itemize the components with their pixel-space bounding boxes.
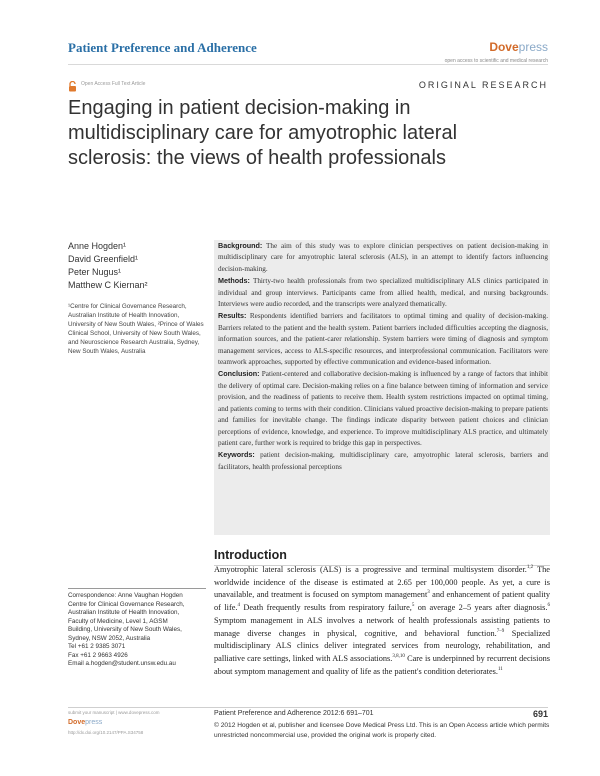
- open-access-row: [68, 78, 145, 90]
- correspondence-line: Australian Institute of Health Innovation,: [68, 609, 180, 616]
- open-lock-icon: [68, 79, 77, 90]
- introduction-heading: Introduction: [214, 548, 287, 562]
- author: Peter Nugus¹: [68, 267, 122, 277]
- correspondence-divider: [68, 588, 206, 589]
- author: David Greenfield¹: [68, 254, 139, 264]
- publisher-logo: [489, 40, 548, 54]
- open-access-label: Open Access Full Text Article: [81, 81, 146, 87]
- footer-publisher-prefix: Dove: [68, 719, 86, 726]
- citation-ref: 7–9: [496, 628, 505, 634]
- abstract-heading: Conclusion:: [218, 369, 260, 379]
- intro-sentence: and enhancement of patient quality of life.: [214, 590, 550, 613]
- correspondence-line: Building, University of New South Wales,: [68, 626, 182, 633]
- intro-sentence: on average 2–5 years after diagnosis.: [414, 603, 548, 613]
- abstract-keywords-paragraph: [218, 449, 548, 473]
- section-label: ORIGINAL RESEARCH: [418, 80, 548, 90]
- abstract-heading: Results:: [218, 311, 247, 321]
- footer-publisher-logo: [68, 719, 102, 726]
- header-divider: [68, 64, 548, 65]
- intro-sentence: Symptom management in ALS involves a network of health professionals assisting patients to manage diverse changes in physical, cognitive, and behavioral function.: [214, 615, 550, 638]
- correspondence-block: [68, 592, 208, 669]
- correspondence-line: Correspondence: Anne Vaughan Hogden: [68, 592, 183, 599]
- intro-sentence: Amyotrophic lateral sclerosis (ALS) is a progressive and terminal multisystem disorder.: [214, 565, 527, 574]
- citation-ref: 3,8,10: [392, 654, 405, 660]
- doi-link[interactable]: http://dx.doi.org/10.2147/PPA.S34758: [68, 730, 144, 735]
- correspondence-line: Centre for Clinical Governance Research,: [68, 600, 185, 608]
- abstract-heading: Background:: [218, 241, 263, 250]
- abstract-text: Patient-centered and collaborative decision-making is influenced by a range of factors that inhibit the delivery of optimal care. Decision-making relies on a fine balance between timing of information and service provision, and the readiness of patients to receive them. Health system restrictions impacted on optimal timing, and patients coming to terms with their condition. Clinicians valued proactive decision-making to prepare patients and families for inevitable change. The findings indicate disparity between patient choices and clinician perceptions of evidence, knowledge, and experience. To improve multidisciplinary ALS practice, and ultimately patient care, further work is required to bridge this gap in perspectives.: [218, 370, 548, 447]
- page-number: 691: [532, 709, 548, 719]
- correspondence-line: Fax +61 2 9663 4926: [68, 651, 128, 659]
- citation-ref: 3: [427, 590, 430, 596]
- citation-ref: 11: [497, 666, 503, 672]
- correspondence-email[interactable]: Email a.hogden@student.unsw.edu.au: [68, 660, 176, 667]
- submit-manuscript-link[interactable]: submit your manuscript | www.dovepress.com: [68, 710, 160, 715]
- author: Matthew C Kiernan²: [68, 280, 148, 290]
- abstract-text: The aim of this study was to explore clinician perspectives on patient decision-making in multidisciplinary care for amyotrophic lateral sclerosis (ALS), in an attempt to identify factors influencing decision-making.: [218, 242, 549, 273]
- publisher-prefix: Dove: [489, 40, 519, 54]
- affiliations: ¹Centre for Clinical Governance Research, Australian Institute of Health Innovation, University of New South Wales, ²Prince of Wales Clinical School, University of New South Wales, and Neuroscience Research Australia, Sydney, New South Wales, Australia: [68, 303, 204, 355]
- article-title: Engaging in patient decision-making in multidisciplinary care for amyotrophic lateral sclerosis: the views of health professionals: [68, 97, 458, 169]
- intro-sentence: The worldwide incidence of the disease is estimated at 2.65 per 100,000 people. As yet, a cure is unavailable, and treatment is focused on symptom management: [214, 565, 550, 600]
- citation-line: Patient Preference and Adherence 2012:6 691–701: [214, 710, 374, 717]
- abstract-heading: Keywords:: [218, 450, 255, 460]
- intro-sentence: Specialized multidisciplinary ALS clinics deliver integrated services from neurology, rehabilitation, and palliative care settings, linked with ALS associations.: [214, 628, 550, 663]
- author: Anne Hogden¹: [68, 241, 127, 251]
- journal-name: Patient Preference and Adherence: [68, 40, 257, 55]
- abstract-conclusion-paragraph: [218, 368, 548, 449]
- citation-ref: 1,2: [526, 565, 534, 571]
- intro-sentence: Care is underpinned by recurrent decisions about symptom management and quality of life as the patient's condition deteriorates.: [214, 653, 550, 676]
- abstract-text: Thirty-two health professionals from two specialized multidisciplinary ALS clinics participated in individual and group interviews. Participants came from allied health, medical, and nursing backgrounds. Interviews were audio recorded, and the transcripts were analyzed thematically.: [218, 277, 549, 309]
- abstract: [218, 240, 548, 473]
- citation-ref: 6: [547, 603, 550, 609]
- intro-sentence: Death frequently results from respiratory failure,: [239, 603, 412, 613]
- publisher-tagline: open access to scientific and medical research: [444, 58, 548, 64]
- abstract-results-paragraph: [218, 310, 548, 368]
- correspondence-line: Faculty of Medicine, Level 1, AGSM: [68, 617, 168, 625]
- correspondence-line: Tel +61 2 9385 3071: [68, 643, 126, 650]
- abstract-text: Respondents identified barriers and facilitators to optimal timing and quality of decision-making. Barriers related to the patient and the health system. Patient barriers included difficulties accepting the diagnosis, information sources, and the patient-carer relationship. System barriers were timing of diagnosis and symptom management services, access to ALS-specific resources, and interprofessional communication. Facilitators were teamwork approaches, supported by effective communication and evidence-based information.: [218, 312, 548, 367]
- correspondence-line: Sydney, NSW 2052, Australia: [68, 634, 151, 642]
- copyright-notice: © 2012 Hogden et al, publisher and licensee Dove Medical Press Ltd. This is an Open Access article which permits unrestricted noncommercial use, provided the original work is properly cited.: [214, 722, 550, 739]
- footer-divider: [68, 707, 548, 708]
- introduction-text: [214, 564, 550, 678]
- abstract-heading: Methods:: [218, 276, 250, 286]
- abstract-background-paragraph: [218, 240, 548, 275]
- footer-publisher-suffix: press: [85, 719, 103, 726]
- publisher-suffix: press: [518, 40, 548, 54]
- author-list: [68, 240, 148, 292]
- citation-ref: 4: [237, 603, 240, 609]
- abstract-methods-paragraph: [218, 275, 548, 310]
- citation-ref: 5: [411, 603, 415, 609]
- abstract-text: patient decision-making, multidisciplinary care, amyotrophic lateral sclerosis, barriers and facilitators, health professional perceptions: [218, 451, 548, 471]
